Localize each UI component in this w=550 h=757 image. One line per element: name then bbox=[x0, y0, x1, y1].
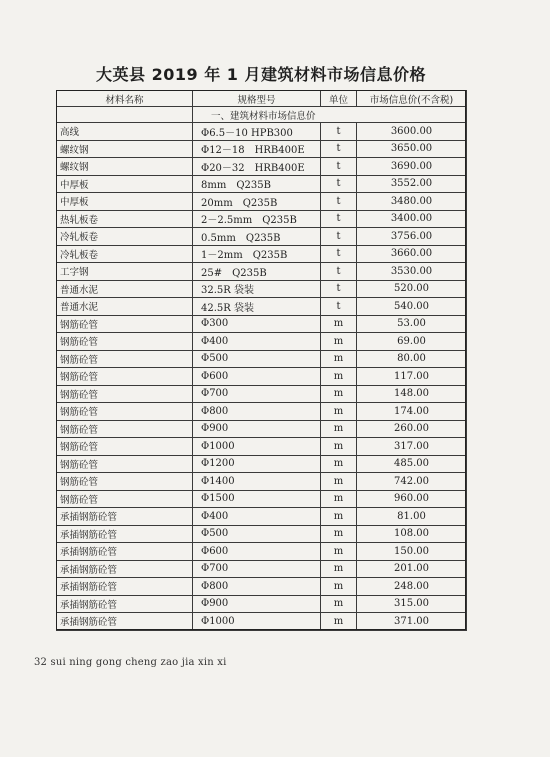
table-row bbox=[57, 263, 467, 281]
cell-material-name: 中厚板 bbox=[57, 175, 193, 193]
cell-unit: m bbox=[321, 613, 357, 631]
table-row bbox=[57, 140, 467, 158]
table-row bbox=[57, 613, 467, 631]
cell-spec: Φ700 bbox=[193, 560, 321, 578]
cell-material-name: 承插钢筋砼管 bbox=[57, 613, 193, 631]
page-footer: 32 sui ning gong cheng zao jia xin xi bbox=[34, 657, 227, 668]
cell-price: 317.00 bbox=[357, 438, 467, 456]
cell-spec: 42.5R 袋装 bbox=[193, 298, 321, 316]
cell-price: 3552.00 bbox=[357, 175, 467, 193]
table-row bbox=[57, 508, 467, 526]
table-header-row bbox=[57, 91, 467, 107]
cell-spec: Φ300 bbox=[193, 315, 321, 333]
cell-unit: m bbox=[321, 438, 357, 456]
cell-material-name: 钢筋砼管 bbox=[57, 315, 193, 333]
cell-unit: t bbox=[321, 245, 357, 263]
cell-unit: m bbox=[321, 578, 357, 596]
cell-material-name: 冷轧板卷 bbox=[57, 245, 193, 263]
cell-unit: t bbox=[321, 263, 357, 281]
cell-price: 742.00 bbox=[357, 473, 467, 491]
page-title: 大英县 2019 年 1 月建筑材料市场信息价格 bbox=[96, 65, 426, 84]
cell-material-name: 钢筋砼管 bbox=[57, 350, 193, 368]
table-row bbox=[57, 193, 467, 211]
cell-material-name: 钢筋砼管 bbox=[57, 368, 193, 386]
cell-unit: m bbox=[321, 368, 357, 386]
cell-unit: t bbox=[321, 280, 357, 298]
table-row bbox=[57, 158, 467, 176]
cell-unit: m bbox=[321, 315, 357, 333]
table-row bbox=[57, 473, 467, 491]
cell-spec: 1－2mm Q235B bbox=[193, 245, 321, 263]
table-row bbox=[57, 280, 467, 298]
cell-spec: Φ900 bbox=[193, 595, 321, 613]
cell-price: 371.00 bbox=[357, 613, 467, 631]
table-row bbox=[57, 123, 467, 141]
cell-price: 117.00 bbox=[357, 368, 467, 386]
cell-spec: Φ800 bbox=[193, 403, 321, 421]
cell-material-name: 钢筋砼管 bbox=[57, 438, 193, 456]
cell-spec: Φ1000 bbox=[193, 438, 321, 456]
cell-unit: t bbox=[321, 123, 357, 141]
cell-spec: 0.5mm Q235B bbox=[193, 228, 321, 246]
cell-price: 248.00 bbox=[357, 578, 467, 596]
cell-price: 53.00 bbox=[357, 315, 467, 333]
cell-spec: 8mm Q235B bbox=[193, 175, 321, 193]
cell-spec: Φ1400 bbox=[193, 473, 321, 491]
cell-unit: m bbox=[321, 595, 357, 613]
cell-price: 81.00 bbox=[357, 508, 467, 526]
cell-material-name: 承插钢筋砼管 bbox=[57, 560, 193, 578]
price-table bbox=[56, 90, 467, 631]
cell-unit: t bbox=[321, 158, 357, 176]
cell-spec: Φ600 bbox=[193, 368, 321, 386]
header-unit: 单位 bbox=[321, 91, 357, 107]
cell-material-name: 钢筋砼管 bbox=[57, 420, 193, 438]
header-material-name: 材料名称 bbox=[57, 91, 193, 107]
cell-material-name: 高线 bbox=[57, 123, 193, 141]
table-row bbox=[57, 350, 467, 368]
cell-price: 315.00 bbox=[357, 595, 467, 613]
cell-spec: Φ400 bbox=[193, 333, 321, 351]
cell-spec: Φ500 bbox=[193, 525, 321, 543]
cell-material-name: 钢筋砼管 bbox=[57, 403, 193, 421]
cell-material-name: 承插钢筋砼管 bbox=[57, 543, 193, 561]
cell-price: 3600.00 bbox=[357, 123, 467, 141]
cell-price: 3756.00 bbox=[357, 228, 467, 246]
cell-material-name: 钢筋砼管 bbox=[57, 333, 193, 351]
cell-price: 520.00 bbox=[357, 280, 467, 298]
table-row bbox=[57, 455, 467, 473]
cell-price: 150.00 bbox=[357, 543, 467, 561]
cell-price: 260.00 bbox=[357, 420, 467, 438]
table-row bbox=[57, 315, 467, 333]
table-row bbox=[57, 560, 467, 578]
cell-spec: 2－2.5mm Q235B bbox=[193, 210, 321, 228]
cell-price: 960.00 bbox=[357, 490, 467, 508]
cell-material-name: 普通水泥 bbox=[57, 280, 193, 298]
table-row bbox=[57, 298, 467, 316]
cell-spec: Φ6.5－10 HPB300 bbox=[193, 123, 321, 141]
cell-material-name: 承插钢筋砼管 bbox=[57, 595, 193, 613]
cell-price: 174.00 bbox=[357, 403, 467, 421]
cell-material-name: 钢筋砼管 bbox=[57, 455, 193, 473]
cell-material-name: 热轧板卷 bbox=[57, 210, 193, 228]
cell-unit: m bbox=[321, 333, 357, 351]
cell-unit: m bbox=[321, 420, 357, 438]
cell-unit: m bbox=[321, 560, 357, 578]
cell-material-name: 冷轧板卷 bbox=[57, 228, 193, 246]
cell-unit: m bbox=[321, 490, 357, 508]
cell-spec: 25# Q235B bbox=[193, 263, 321, 281]
table-body bbox=[57, 107, 467, 631]
table-row bbox=[57, 368, 467, 386]
table-row bbox=[57, 525, 467, 543]
cell-price: 3480.00 bbox=[357, 193, 467, 211]
table-row bbox=[57, 490, 467, 508]
cell-price: 3530.00 bbox=[357, 263, 467, 281]
cell-unit: t bbox=[321, 140, 357, 158]
cell-spec: Φ1500 bbox=[193, 490, 321, 508]
cell-unit: m bbox=[321, 385, 357, 403]
cell-material-name: 承插钢筋砼管 bbox=[57, 578, 193, 596]
table-row bbox=[57, 595, 467, 613]
table-row bbox=[57, 578, 467, 596]
cell-price: 3650.00 bbox=[357, 140, 467, 158]
table-row bbox=[57, 420, 467, 438]
cell-price: 540.00 bbox=[357, 298, 467, 316]
cell-unit: m bbox=[321, 473, 357, 491]
cell-unit: t bbox=[321, 228, 357, 246]
cell-material-name: 钢筋砼管 bbox=[57, 473, 193, 491]
cell-unit: m bbox=[321, 350, 357, 368]
cell-spec: Φ400 bbox=[193, 508, 321, 526]
cell-unit: m bbox=[321, 403, 357, 421]
cell-material-name: 普通水泥 bbox=[57, 298, 193, 316]
cell-price: 3660.00 bbox=[357, 245, 467, 263]
cell-spec: Φ600 bbox=[193, 543, 321, 561]
cell-price: 80.00 bbox=[357, 350, 467, 368]
cell-price: 485.00 bbox=[357, 455, 467, 473]
cell-price: 3400.00 bbox=[357, 210, 467, 228]
cell-material-name: 承插钢筋砼管 bbox=[57, 508, 193, 526]
cell-price: 108.00 bbox=[357, 525, 467, 543]
cell-price: 69.00 bbox=[357, 333, 467, 351]
header-spec: 规格型号 bbox=[193, 91, 321, 107]
cell-material-name: 承插钢筋砼管 bbox=[57, 525, 193, 543]
header-price: 市场信息价(不含税) bbox=[357, 91, 467, 107]
cell-spec: 20mm Q235B bbox=[193, 193, 321, 211]
cell-material-name: 钢筋砼管 bbox=[57, 385, 193, 403]
section-title: 一、建筑材料市场信息价 bbox=[193, 107, 467, 123]
cell-unit: m bbox=[321, 525, 357, 543]
cell-spec: Φ1200 bbox=[193, 455, 321, 473]
cell-spec: Φ12－18 HRB400E bbox=[193, 140, 321, 158]
cell-spec: Φ500 bbox=[193, 350, 321, 368]
table-row bbox=[57, 175, 467, 193]
table-row bbox=[57, 385, 467, 403]
table-row bbox=[57, 333, 467, 351]
cell-material-name: 工字钢 bbox=[57, 263, 193, 281]
cell-unit: m bbox=[321, 508, 357, 526]
cell-unit: t bbox=[321, 298, 357, 316]
cell-spec: 32.5R 袋装 bbox=[193, 280, 321, 298]
table-row bbox=[57, 210, 467, 228]
cell-spec: Φ700 bbox=[193, 385, 321, 403]
cell-spec: Φ800 bbox=[193, 578, 321, 596]
cell-material-name: 螺纹钢 bbox=[57, 158, 193, 176]
section-title-row bbox=[57, 107, 467, 123]
cell-unit: m bbox=[321, 543, 357, 561]
cell-price: 3690.00 bbox=[357, 158, 467, 176]
cell-material-name: 中厚板 bbox=[57, 193, 193, 211]
cell-price: 148.00 bbox=[357, 385, 467, 403]
table-row bbox=[57, 245, 467, 263]
cell-unit: t bbox=[321, 193, 357, 211]
table-row bbox=[57, 438, 467, 456]
table-row bbox=[57, 403, 467, 421]
cell-material-name: 钢筋砼管 bbox=[57, 490, 193, 508]
cell-unit: t bbox=[321, 175, 357, 193]
cell-spec: Φ900 bbox=[193, 420, 321, 438]
cell-spec: Φ20－32 HRB400E bbox=[193, 158, 321, 176]
cell-unit: m bbox=[321, 455, 357, 473]
table-row bbox=[57, 228, 467, 246]
cell-material-name: 螺纹钢 bbox=[57, 140, 193, 158]
cell-price: 201.00 bbox=[357, 560, 467, 578]
cell-spec: Φ1000 bbox=[193, 613, 321, 631]
cell-unit: t bbox=[321, 210, 357, 228]
table-row bbox=[57, 543, 467, 561]
